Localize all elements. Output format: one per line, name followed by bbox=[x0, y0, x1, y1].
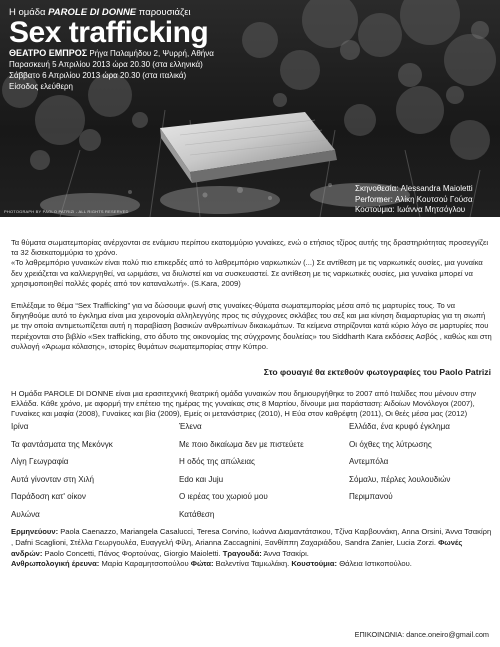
role-item: Ιρίνα bbox=[11, 422, 29, 431]
role-item: Αντεμπόλα bbox=[349, 457, 389, 466]
cast-credits bbox=[11, 527, 493, 570]
roles-column-2 bbox=[179, 418, 304, 523]
credit-direction: Σκηνοθεσία: Alessandra Maioletti bbox=[355, 184, 473, 193]
role-item: Έλενα bbox=[179, 422, 202, 431]
costume: Θάλεια Ιστικοπούλου. bbox=[339, 559, 412, 569]
male-voices-label: Φωνές ανδρών: bbox=[11, 537, 463, 558]
contact-label: ΕΠΙΚΟΙΝΩΝΙΑ: bbox=[354, 630, 405, 639]
photo-credit: PHOTOGRAPH BY PAOLO PATRIZI - ALL RIGHTS RESERVED bbox=[4, 209, 129, 214]
performers-label: Ερμηνεύουν: bbox=[11, 527, 59, 536]
lights: Βαλεντίνα Ταμιωλάκη. bbox=[215, 559, 290, 569]
intro-quote: «Το λαθρεμπόριο γυναικών είναι πολύ πιο επικερδές από το λαθρεμπόριο ναρκωτικών (...) Σε αντίθεση με τις ναρκωτικές ουσίες, μια γυναίκα δεν χρειάζεται να καλλιεργηθεί, να ωριμάσει, να διυλιστεί και να συσκευαστεί. Σε αντίθεση με τις ναρκωτικές ουσίες, μια γυναίκα μπορεί να χρησιμοποιηθεί πολλές φορές από τον καταναλωτή». (S.Kara, 2009) bbox=[11, 258, 483, 288]
roles-column-3 bbox=[349, 418, 450, 506]
about-paragraph: Επιλέξαμε το θέμα “Sex Trafficking” για να δώσουμε φωνή στις γυναίκες-θύματα σωματεμπορίας μέσα από τις μαρτυρίες τους. Το να διηγηθούμε αυτό το έγκλημα είναι μια χειρονομία αλληλεγγύης προς τις σύγχρονες σκλάβες του σεξ και μια κίνηση διαμαρτυρίας για τη σιωπή με την οποία αντιμετωπίζεται αυτή η παραβίαση βασικών ανθρωπίνων δικαιωμάτων. Τα κείμενα στηρίζονται κατά κύριο λόγο σε μαρτυρίες που περιέχονται στο βιβλίο «Sex trafficking, στο άδυτο της οικονομίας της σύγχρονης δουλείας» του Siddharth Kara εκδόσεις Ασβός , καθώς και στη συλλογή «Άρωμα κόλασης», ιστορίες θυμάτων σωματεμπορίας στην Κύπρο. bbox=[11, 301, 492, 351]
singing-label: Τραγουδά: bbox=[222, 548, 262, 558]
venue-name: ΘΕΑΤΡΟ ΕΜΠΡΟΣ bbox=[9, 48, 88, 58]
role-item: Η οδός της απώλειας bbox=[179, 457, 255, 466]
date-1: Παρασκευή 5 Απριλίου 2013 ώρα 20.30 (στα ελληνικά) bbox=[9, 60, 203, 69]
performers-list: Paola Caenazzo, Mariangela Casalucci, Teresa Corvino, Ιωάννα Διαμαντάτσικου, Τζίνα Καρβουνάκη, Anna Orsini, Άννα Τσακίρη , Dafni Scaglioni, Στέλλα Γεωργουλέα, Ευαγγελή Φίλη, Arianna Zaccagnini, Ξανθίππη Ζαχαριάδου, Sandra Zanier, Lucia Zorzi. bbox=[11, 527, 492, 547]
costume-label: Κουστούμια: bbox=[291, 559, 338, 569]
venue-address: Ρήγα Παλαμήδου 2, Ψυρρή, Αθήνα bbox=[89, 49, 214, 58]
contact-email[interactable]: dance.oneiro@gmail.com bbox=[406, 630, 489, 639]
role-item: Ο ιερέας του χωριού μου bbox=[179, 492, 268, 501]
role-item: Κατάθεση bbox=[179, 509, 215, 519]
intro-section bbox=[11, 238, 494, 289]
hero-text bbox=[9, 5, 214, 92]
presents-suffix: παρουσιάζει bbox=[138, 7, 191, 18]
role-item: Παράδοση κατ' οίκον bbox=[11, 492, 86, 501]
exhibit-note: Στο φουαγιέ θα εκτεθούν φωτογραφίες του Paolo Patrizi bbox=[263, 367, 491, 377]
role-item: Οι όχθες της λύτρωσης bbox=[349, 439, 432, 449]
group-name: PAROLE DI DONNE bbox=[48, 7, 137, 18]
roles-column-1 bbox=[11, 418, 113, 523]
lights-label: Φώτα: bbox=[190, 559, 214, 569]
page-title: Sex trafficking bbox=[9, 16, 209, 49]
role-item: Περιμπανού bbox=[349, 492, 393, 501]
research-label: Ανθρωπολογική έρευνα: bbox=[11, 559, 100, 569]
singing: Άννα Τσακίρι. bbox=[263, 548, 309, 558]
date-2: Σάββατο 6 Απριλίου 2013 ώρα 20.30 (στα ιταλικά) bbox=[9, 71, 187, 80]
role-item: Τα φαντάσματα της Μεκόνγκ bbox=[11, 439, 113, 449]
role-item: Edo και Juju bbox=[179, 474, 224, 484]
entry-info: Είσοδος ελεύθερη bbox=[9, 82, 74, 91]
production-credits bbox=[355, 184, 473, 216]
credit-performer: Performer: Αλίκη Κουτσού Γούσα bbox=[355, 194, 473, 204]
contact-line bbox=[355, 630, 489, 639]
male-voices: Paolo Concetti, Πάνος Φορτούνας, Giorgio Maioletti. bbox=[44, 548, 221, 558]
role-item: Με ποιο δικαίωμα δεν με πιστεύετε bbox=[179, 439, 304, 449]
role-item: Αυλώνα bbox=[11, 509, 40, 519]
research: Μαρία Καραμητσοπούλου bbox=[101, 559, 189, 569]
presents-prefix: Η ομάδα bbox=[9, 7, 46, 18]
role-item: Λίγη Γεωγραφία bbox=[11, 457, 69, 466]
intro-paragraph-1: Τα θύματα σωματεμπορίας ανέρχονται σε ενάμισυ περίπου εκατομμύριο γυναίκες, ενώ ο ετήσιος τζίρος αυτής της δραστηριότητας προσεγγίζει τα 32 δισεκατομμύρια το χρόνο. bbox=[11, 238, 489, 258]
role-item: Σόμαλυ, πέρλες λουλουδιών bbox=[349, 474, 451, 484]
group-info-paragraph: Η Ομάδα PAROLE DI DONNE είναι μια ερασιτεχνική θεατρική ομάδα γυναικών που δημιουργήθηκε το 2007 από Ιταλίδες που μένουν στην Ελλάδα. Κάθε χρόνο, με αφορμή την επέτειο της ημέρας της γυναίκας στις 8 Μαρτίου, δίνουμε μια παράσταση: Αιδοίων Μονόλογοι (2007), Γυναίκες και μαφία (2008), Γυναίκες και βία (2009), Εμείς οι μετανάστριες (2010), Η Εύα στον καθρέφτη (2011), Οι θεές μέσα μας (2012) bbox=[11, 389, 477, 419]
role-item: Ελλάδα, ένα κρυφό έγκλημα bbox=[349, 422, 450, 431]
credit-costumes: Κοστούμια: Ιωάννα Μητσόγλου bbox=[355, 205, 466, 214]
role-item: Αυτά γίνονταν στη Χιλή bbox=[11, 474, 95, 484]
hero-photo-banner bbox=[0, 0, 500, 217]
venue-line bbox=[9, 48, 214, 59]
